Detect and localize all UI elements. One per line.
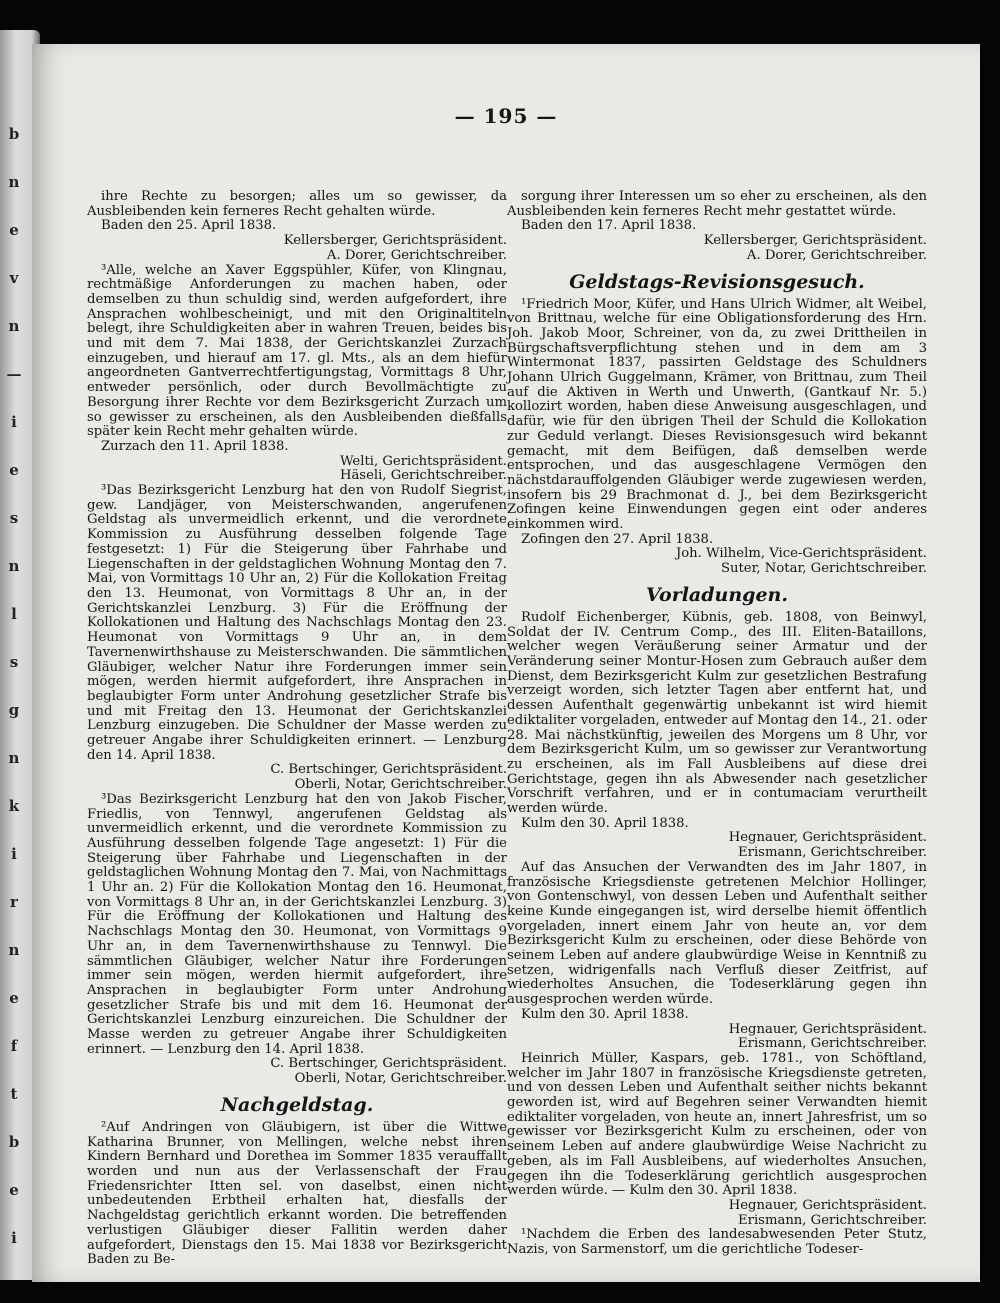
signature-line: Häseli, Gerichtschreiber. — [339, 468, 507, 484]
left-column — [87, 190, 507, 1268]
signature-line: Hegnauer, Gerichtspräsident. — [728, 1021, 927, 1037]
signature-line: Welti, Gerichtspräsident. — [339, 453, 507, 469]
notice-paragraph: ³Alle, welche an Xaver Eggspühler, Küfer, von Klingnau, rechtmäßige Anforderungen zu machen haben, oder demselben zu thun schuldig sind, werden aufgefordert, ihre Ansprachen wohlbescheinigt, und mit den Originaltiteln belegt, ihre Schuldigkeiten aber in wahren Treuen, beides bis und mit dem 7. Mai 1838, der Gerichtskanzlei Zurzach einzugeben, und hierauf am 17. gl. Mts., als an dem hiefür angeordneten Gantverrechtfertigungstag, Vormittags 8 Uhr, entweder persönlich, oder durch Bevollmächtigte zu Besorgung ihrer Rechte vor dem Bezirksgericht Zurzach um so gewisser zu erscheinen, als den Ausbleibenden dießfalls später kein Recht mehr gehalten würde. — [87, 262, 507, 440]
text-line: Kulm den 30. April 1838. — [521, 815, 689, 831]
notice-paragraph: ¹Friedrich Moor, Küfer, und Hans Ulrich Widmer, alt Weibel, von Brittnau, welche für eine Obligationsforderung des Hrn. Joh. Jakob Moor, Schreiner, von da, zu zwei Drittheilen in Bürgschaftsverpflichtung stehen und in dem am 3 Wintermonat 1837, passirten Geldstage des Schuldners Johann Ulrich Guggelmann, Krämer, von Brittnau, zum Theil auf die Aktiven in Werth und Unwerth, (Gantkauf Nr. 5.) kollozirt worden, haben diese Anweisung ausgeschlagen, und dafür, wie für den übrigen Theil der Schuld die Kollokation zur Geduld verlangt. Dieses Revisionsgesuch wird bekannt gemacht, mit dem Beifügen, daß demselben werde entsprochen, und das ausgeschlagene Vermögen den nächstdarauffolgenden Gläubiger werde zugewiesen werden, insofern bis 29 Brachmonat d. J., bei dem Bezirksgericht Zofingen keine Einwendungen gegen eint oder anderes einkommen wird. — [507, 296, 927, 533]
previous-page-glyph: b — [8, 1133, 20, 1151]
previous-page-glyph: n — [8, 317, 20, 335]
notice-paragraph: ³Das Bezirksgericht Lenzburg hat den von Rudolf Siegrist, gew. Landjäger, von Meisterschwanden, angerufenen Geldstag als unvermeidlich erkennt, und die verordnete Kommission zu Ausführung desselben folgende Tage festgesetzt: 1) Für die Steigerung über Fahrhabe und Liegenschaften in der geldstaglichen Wohnung Montag den 7. Mai, von Vormittags 10 Uhr an, 2) Für die Kollokation Freitag den 13. Heumonat, von Vormittags 8 Uhr an, in der Gerichtskanzlei Lenzburg. 3) Für die Eröffnung der Kollokationen und Haltung des Nachschlags Montag den 23. Heumonat von Vormittags 9 Uhr an, in dem Tavernenwirthshause zu Meisterschwanden. Die sämmtlichen Gläubiger, welcher Natur ihre Forderungen immer sein mögen, werden hiermit aufgefordert, ihre Ansprachen in beglaubigter Form unter Androhung gesetzlicher Strafe bis und mit Freitag den 13. Heumonat der Gerichtskanzlei Lenzburg einzugeben. Die Schuldner der Masse werden zu getreuer Angabe ihrer Schuldigkeiten erinnert. — Lenzburg den 14. April 1838. — [87, 483, 507, 763]
signature-line: Hegnauer, Gerichtspräsident. — [728, 1198, 927, 1213]
text-line: ihre Rechte zu besorgen; alles um so gewisser, da Ausbleibenden kein ferneres Recht gehalten würde. — [87, 189, 507, 219]
section-heading: Geldstags-Revisionsgesuch. — [569, 270, 865, 293]
previous-page-glyph: s — [9, 509, 19, 527]
text-line: sorgung ihrer Interessen um so eher zu erscheinen, als den Ausbleibenden kein ferneres Recht mehr gestattet würde. — [507, 189, 927, 219]
notice-paragraph: Auf das Ansuchen der Verwandten des im Jahr 1807, in französische Kriegsdienste getretenen Melchior Hollinger, von Gontenschwyl, von dessen Leben und Aufenthalt seither keine Kunde eingegangen ist, wird derselbe hiemit öffentlich vorgeladen, innert einem Jahr von heute an, vor dem Bezirksgericht Kulm zu erscheinen, oder diese Behörde von seinem Leben auf andere glaubwürdige Weise in Kenntniß zu setzen, widrigenfalls nach Verfluß dieser Zeitfrist, auf wiederholtes Ansuchen, die Todeserklärung gegen ihn ausgesprochen werden würde. — [507, 859, 927, 1008]
text-line: Baden den 25. April 1838. — [101, 218, 277, 234]
notice-paragraph: ³Das Bezirksgericht Lenzburg hat den von Jakob Fischer, Friedlis, von Tennwyl, angerufenen Geldstag als unvermeidlich erkennt, und die verordnete Kommission zu Ausführung desselben folgende Tage angesetzt: 1) Für die Steigerung über Fahrhabe und Liegenschaften in der geldstaglichen Wohnung Montag den 7. Mai, von Nachmittags 1 Uhr an. 2) Für die Kollokation Montag den 16. Heumonat, von Vormittags 8 Uhr an, in der Gerichtskanzlei Lenzburg. 3) Für die Eröffnung der Kollokationen und Haltung des Nachschlags Montag den 30. Heumonat, von Vormittags 9 Uhr an, in dem Tavernenwirthshause zu Tennwyl. Die sämmtlichen Gläubiger, welcher Natur ihre Forderungen immer sein mögen, werden hiermit aufgefordert, ihre Ansprachen in beglaubigter Form unter Androhung gesetzlicher Strafe bis und mit dem 16. Heumonat der Gerichtskanzlei Lenzburg einzureichen. Die Schuldner der Masse werden zu getreuer Angabe ihrer Schuldigkeiten erinnert. — Lenzburg den 14. April 1838. — [87, 791, 507, 1057]
signature-line: A. Dorer, Gerichtschreiber. — [746, 247, 927, 263]
notice-paragraph: ²Auf Andringen von Gläubigern, ist über die Wittwe Katharina Brunner, von Mellingen, welche nebst ihren Kindern Bernhard und Dorethea im Sommer 1835 verauffallt worden und nun aus der Verlassenschaft der Frau Friedensrichter Itten sel. von daselbst, einen nicht unbedeutenden Erbtheil erhalten hat, diesfalls der Nachgeldstag gerichtlich erkannt worden. Die betreffenden verlustigen Gläubiger dieser Fallitin werden daher aufgefordert, Dienstags den 15. Mai 1838 vor Bezirksgericht Baden zu Be- — [87, 1119, 507, 1268]
previous-page-glyph: n — [8, 557, 20, 575]
signature-line: Oberli, Notar, Gerichtschreiber. — [294, 1071, 507, 1087]
previous-page-glyph: r — [10, 893, 18, 911]
signature-line: A. Dorer, Gerichtschreiber. — [326, 247, 507, 263]
signature-line: Kellersberger, Gerichtspräsident. — [703, 233, 927, 249]
right-column — [507, 190, 927, 1258]
previous-page-glyph: i — [11, 845, 17, 863]
previous-page-glyph: e — [9, 461, 19, 479]
notice-paragraph: Heinrich Müller, Kaspars, geb. 1781., von Schöftland, welcher im Jahr 1807 in französische Kriegsdienste getreten, und von dessen Leben und Aufenthalt seither nichts bekannt geworden ist, wird auf Begehren seiner Verwandten hiemit ediktaliter vorgeladen, von heute an, innert Jahresfrist, um so gewisser vor Bezirksgericht Kulm zu erscheinen, oder von seinem Leben auf andere glaubwürdige Weise Nachricht zu geben, als im Fall Ausbleibens, auf wiederholtes Ansuchen, gegen ihn die Todeserklärung gerichtlich ausgesprochen werden würde. — Kulm den 30. April 1838. — [507, 1050, 927, 1199]
previous-page-glyph: s — [9, 653, 19, 671]
signature-line: Joh. Wilhelm, Vice-Gerichtspräsident. — [675, 546, 927, 562]
previous-page-glyph: n — [8, 173, 20, 191]
previous-page-glyph: — — [6, 365, 22, 383]
text-line: Kulm den 30. April 1838. — [521, 1006, 689, 1022]
previous-page-glyph: b — [8, 125, 20, 143]
previous-page-glyph: f — [10, 1037, 18, 1055]
section-heading: Vorladungen. — [646, 583, 788, 606]
signature-line: Erismann, Gerichtschreiber. — [738, 1036, 927, 1052]
signature-line: Erismann, Gerichtschreiber. — [738, 1212, 927, 1228]
signature-line: Erismann, Gerichtschreiber. — [738, 845, 927, 861]
previous-page-glyph: v — [9, 269, 19, 287]
previous-page-glyph: n — [8, 749, 20, 767]
previous-page-glyph: e — [9, 989, 19, 1007]
previous-page-glyph: k — [8, 797, 20, 815]
text-line: Zurzach den 11. April 1838. — [101, 438, 289, 454]
previous-page-glyph: t — [10, 1085, 18, 1103]
notice-paragraph: Rudolf Eichenberger, Kübnis, geb. 1808, von Beinwyl, Soldat der IV. Centrum Comp., des III. Eliten-Bataillons, welcher wegen Veräußerung seiner Armatur und der Veränderung seiner Montur-Hosen zum Gebrauch außer dem Dienst, dem Bezirksgericht Kulm zur gesetzlichen Bestrafung verzeigt worden, sich letzter Tagen aber entfernt hat, und dessen Aufenthalt gegenwärtig unbekannt ist wird hiemit ediktaliter vorgeladen, entweder auf Montag den 14., 21. oder 28. Mai nächstkünftig, jeweilen des Morgens um 8 Uhr, vor dem Bezirksgericht Kulm, um so gewisser zur Verantwortung zu erscheinen, als im Fall Ausbleibens auf diese drei Gerichtstage, gegen ihn als Abwesender nach gesetzlicher Vorschrift verfahren, und er in contumaciam verurtheilt werden würde. — [507, 609, 927, 817]
previous-page-glyph: l — [11, 605, 17, 623]
signature-line: C. Bertschinger, Gerichtspräsident. — [270, 762, 507, 778]
signature-line: Suter, Notar, Gerichtschreiber. — [720, 561, 927, 577]
previous-page-glyph: g — [8, 701, 20, 719]
page-number: — 195 — — [454, 104, 558, 128]
previous-page-glyph: e — [9, 1181, 19, 1199]
signature-line: Kellersberger, Gerichtspräsident. — [283, 233, 507, 249]
previous-page-glyph: n — [8, 941, 20, 959]
signature-line: Hegnauer, Gerichtspräsident. — [728, 830, 927, 846]
text-line: Baden den 17. April 1838. — [521, 218, 697, 234]
section-heading: Nachgeldstag. — [220, 1093, 374, 1116]
previous-page-glyph: i — [11, 1229, 17, 1247]
signature-line: C. Bertschinger, Gerichtspräsident. — [270, 1056, 507, 1072]
notice-paragraph: ¹Nachdem die Erben des landesabwesenden Peter Stutz, Nazis, von Sarmenstorf, um die gerichtliche Todeser- — [507, 1227, 927, 1258]
previous-page-glyph: i — [11, 413, 17, 431]
previous-page-glyph: e — [9, 221, 19, 239]
signature-line: Oberli, Notar, Gerichtschreiber. — [294, 777, 507, 793]
newspaper-page — [32, 44, 980, 1282]
text-line: Zofingen den 27. April 1838. — [521, 531, 714, 547]
